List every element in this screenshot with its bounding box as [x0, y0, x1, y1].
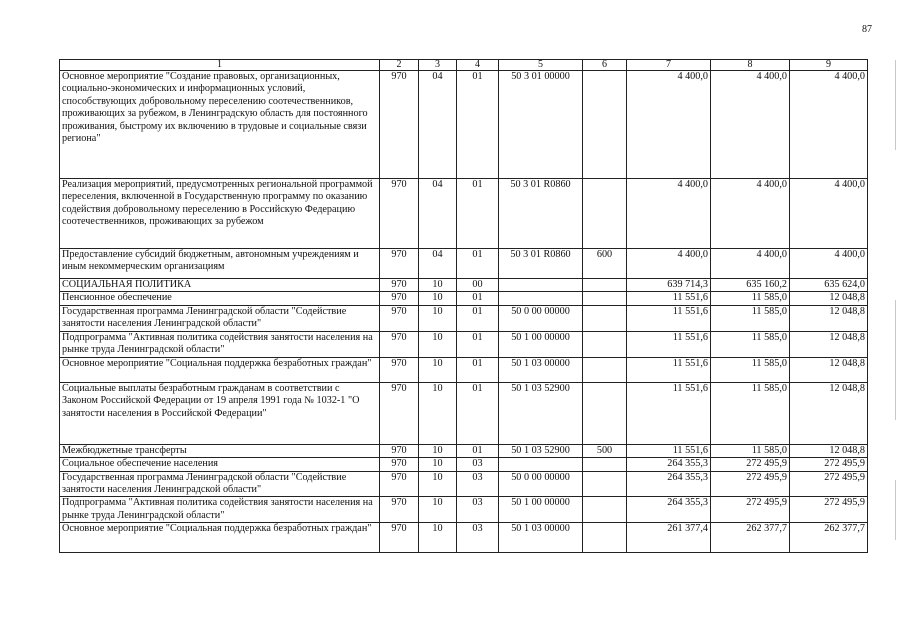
amount-year3-cell: 12 048,8 [790, 331, 868, 357]
section-code-cell: 10 [419, 471, 457, 497]
column-header: 6 [583, 60, 627, 71]
target-article-cell: 50 1 03 52900 [499, 444, 583, 457]
section-code-cell: 10 [419, 279, 457, 292]
amount-year3-cell: 12 048,8 [790, 292, 868, 305]
table-row [60, 471, 868, 497]
amount-year2-cell: 11 585,0 [711, 305, 790, 331]
target-article-cell: 50 3 01 00000 [499, 71, 583, 179]
expense-type-cell [583, 471, 627, 497]
section-code-cell: 10 [419, 523, 457, 553]
column-header: 5 [499, 60, 583, 71]
target-article-cell [499, 458, 583, 471]
budget-table [59, 59, 868, 553]
amount-year2-cell: 635 160,2 [711, 279, 790, 292]
ministry-code-cell: 970 [380, 523, 419, 553]
subsection-code-cell: 03 [457, 471, 499, 497]
amount-year3-cell: 12 048,8 [790, 357, 868, 382]
amount-year2-cell: 272 495,9 [711, 497, 790, 523]
row-name-cell: Государственная программа Ленинградской области "Содействие занятости населения Ленинградской области" [60, 471, 380, 497]
table-row [60, 497, 868, 523]
target-article-cell: 50 1 00 00000 [499, 331, 583, 357]
amount-year3-cell: 12 048,8 [790, 305, 868, 331]
subsection-code-cell: 00 [457, 279, 499, 292]
section-code-cell: 10 [419, 444, 457, 457]
target-article-cell: 50 1 00 00000 [499, 497, 583, 523]
amount-year1-cell: 4 400,0 [627, 71, 711, 179]
subsection-code-cell: 01 [457, 71, 499, 179]
amount-year1-cell: 264 355,3 [627, 458, 711, 471]
ministry-code-cell: 970 [380, 179, 419, 249]
amount-year2-cell: 11 585,0 [711, 357, 790, 382]
subsection-code-cell: 03 [457, 458, 499, 471]
subsection-code-cell: 01 [457, 444, 499, 457]
row-name-cell: СОЦИАЛЬНАЯ ПОЛИТИКА [60, 279, 380, 292]
expense-type-cell [583, 331, 627, 357]
table-row [60, 523, 868, 553]
table-row [60, 305, 868, 331]
amount-year1-cell: 4 400,0 [627, 249, 711, 279]
column-header: 7 [627, 60, 711, 71]
section-code-cell: 10 [419, 331, 457, 357]
scan-edge-mark [895, 60, 896, 150]
ministry-code-cell: 970 [380, 458, 419, 471]
amount-year2-cell: 272 495,9 [711, 471, 790, 497]
row-name-cell: Социальные выплаты безработным гражданам в соответствии с Законом Российской Федерации от 19 апреля 1991 года № 1032-1 "О занятости населения в Российской Федерации" [60, 382, 380, 444]
amount-year2-cell: 11 585,0 [711, 444, 790, 457]
column-header: 1 [60, 60, 380, 71]
row-name-cell: Основное мероприятие "Социальная поддержка безработных граждан" [60, 523, 380, 553]
amount-year3-cell: 12 048,8 [790, 444, 868, 457]
target-article-cell: 50 1 03 00000 [499, 523, 583, 553]
table-row [60, 382, 868, 444]
ministry-code-cell: 970 [380, 279, 419, 292]
amount-year3-cell: 4 400,0 [790, 249, 868, 279]
ministry-code-cell: 970 [380, 471, 419, 497]
expense-type-cell [583, 305, 627, 331]
row-name-cell: Межбюджетные трансферты [60, 444, 380, 457]
column-header: 8 [711, 60, 790, 71]
ministry-code-cell: 970 [380, 71, 419, 179]
subsection-code-cell: 01 [457, 305, 499, 331]
amount-year1-cell: 11 551,6 [627, 382, 711, 444]
table-row [60, 458, 868, 471]
target-article-cell: 50 0 00 00000 [499, 305, 583, 331]
amount-year3-cell: 4 400,0 [790, 179, 868, 249]
column-header: 3 [419, 60, 457, 71]
amount-year1-cell: 264 355,3 [627, 497, 711, 523]
amount-year2-cell: 11 585,0 [711, 382, 790, 444]
ministry-code-cell: 970 [380, 382, 419, 444]
expense-type-cell [583, 497, 627, 523]
expense-type-cell [583, 357, 627, 382]
expense-type-cell [583, 71, 627, 179]
scan-edge-mark [895, 480, 896, 540]
subsection-code-cell: 01 [457, 331, 499, 357]
amount-year3-cell: 12 048,8 [790, 382, 868, 444]
row-name-cell: Предоставление субсидий бюджетным, автономным учреждениям и иным некоммерческим организациям [60, 249, 380, 279]
target-article-cell: 50 1 03 52900 [499, 382, 583, 444]
target-article-cell [499, 292, 583, 305]
amount-year3-cell: 635 624,0 [790, 279, 868, 292]
expense-type-cell [583, 292, 627, 305]
expense-type-cell: 600 [583, 249, 627, 279]
section-code-cell: 10 [419, 382, 457, 444]
amount-year3-cell: 272 495,9 [790, 471, 868, 497]
amount-year1-cell: 11 551,6 [627, 305, 711, 331]
amount-year1-cell: 11 551,6 [627, 292, 711, 305]
amount-year1-cell: 11 551,6 [627, 444, 711, 457]
amount-year3-cell: 262 377,7 [790, 523, 868, 553]
subsection-code-cell: 03 [457, 523, 499, 553]
amount-year2-cell: 4 400,0 [711, 249, 790, 279]
amount-year1-cell: 639 714,3 [627, 279, 711, 292]
table-row [60, 292, 868, 305]
table-row [60, 179, 868, 249]
ministry-code-cell: 970 [380, 249, 419, 279]
table-row [60, 444, 868, 457]
target-article-cell: 50 0 00 00000 [499, 471, 583, 497]
subsection-code-cell: 01 [457, 179, 499, 249]
table-row [60, 279, 868, 292]
table-row [60, 249, 868, 279]
row-name-cell: Подпрограмма "Активная политика содействия занятости населения на рынке труда Ленинградской области" [60, 331, 380, 357]
amount-year1-cell: 11 551,6 [627, 331, 711, 357]
row-name-cell: Пенсионное обеспечение [60, 292, 380, 305]
column-header: 2 [380, 60, 419, 71]
page-number: 87 [862, 24, 872, 35]
section-code-cell: 10 [419, 357, 457, 382]
subsection-code-cell: 03 [457, 497, 499, 523]
expense-type-cell [583, 179, 627, 249]
subsection-code-cell: 01 [457, 249, 499, 279]
expense-type-cell [583, 458, 627, 471]
expense-type-cell [583, 523, 627, 553]
subsection-code-cell: 01 [457, 292, 499, 305]
amount-year3-cell: 272 495,9 [790, 497, 868, 523]
scan-edge-mark [895, 300, 896, 420]
target-article-cell: 50 3 01 R0860 [499, 249, 583, 279]
amount-year3-cell: 4 400,0 [790, 71, 868, 179]
ministry-code-cell: 970 [380, 331, 419, 357]
expense-type-cell [583, 382, 627, 444]
table-row [60, 357, 868, 382]
expense-type-cell [583, 279, 627, 292]
section-code-cell: 10 [419, 305, 457, 331]
table-row [60, 71, 868, 179]
amount-year1-cell: 11 551,6 [627, 357, 711, 382]
section-code-cell: 04 [419, 71, 457, 179]
subsection-code-cell: 01 [457, 357, 499, 382]
ministry-code-cell: 970 [380, 305, 419, 331]
amount-year1-cell: 4 400,0 [627, 179, 711, 249]
amount-year3-cell: 272 495,9 [790, 458, 868, 471]
ministry-code-cell: 970 [380, 357, 419, 382]
section-code-cell: 10 [419, 292, 457, 305]
row-name-cell: Государственная программа Ленинградской области "Содействие занятости населения Ленинградской области" [60, 305, 380, 331]
section-code-cell: 04 [419, 179, 457, 249]
table-row [60, 331, 868, 357]
target-article-cell: 50 3 01 R0860 [499, 179, 583, 249]
ministry-code-cell: 970 [380, 497, 419, 523]
amount-year2-cell: 11 585,0 [711, 292, 790, 305]
ministry-code-cell: 970 [380, 444, 419, 457]
target-article-cell: 50 1 03 00000 [499, 357, 583, 382]
table-body [60, 71, 868, 553]
section-code-cell: 04 [419, 249, 457, 279]
amount-year2-cell: 262 377,7 [711, 523, 790, 553]
row-name-cell: Основное мероприятие "Социальная поддержка безработных граждан" [60, 357, 380, 382]
row-name-cell: Реализация мероприятий, предусмотренных региональной программой переселения, включенной в Государственную программу по оказанию содействия добровольному переселению в Российскую Федерацию соотечественников, проживающих за рубежом [60, 179, 380, 249]
column-header: 9 [790, 60, 868, 71]
amount-year2-cell: 11 585,0 [711, 331, 790, 357]
amount-year2-cell: 272 495,9 [711, 458, 790, 471]
amount-year2-cell: 4 400,0 [711, 71, 790, 179]
row-name-cell: Основное мероприятие "Создание правовых, организационных, социально-экономических и информационных условий, способствующих добровольному переселению соотечественников, проживающих за рубежом, в Ленинградскую область для постоянного проживания, быстрому их включению в трудовые и социальные связи региона" [60, 71, 380, 179]
row-name-cell: Социальное обеспечение населения [60, 458, 380, 471]
table-header-row [60, 60, 868, 71]
section-code-cell: 10 [419, 458, 457, 471]
expense-type-cell: 500 [583, 444, 627, 457]
column-header: 4 [457, 60, 499, 71]
ministry-code-cell: 970 [380, 292, 419, 305]
section-code-cell: 10 [419, 497, 457, 523]
subsection-code-cell: 01 [457, 382, 499, 444]
amount-year1-cell: 261 377,4 [627, 523, 711, 553]
amount-year1-cell: 264 355,3 [627, 471, 711, 497]
row-name-cell: Подпрограмма "Активная политика содействия занятости населения на рынке труда Ленинградской области" [60, 497, 380, 523]
amount-year2-cell: 4 400,0 [711, 179, 790, 249]
target-article-cell [499, 279, 583, 292]
